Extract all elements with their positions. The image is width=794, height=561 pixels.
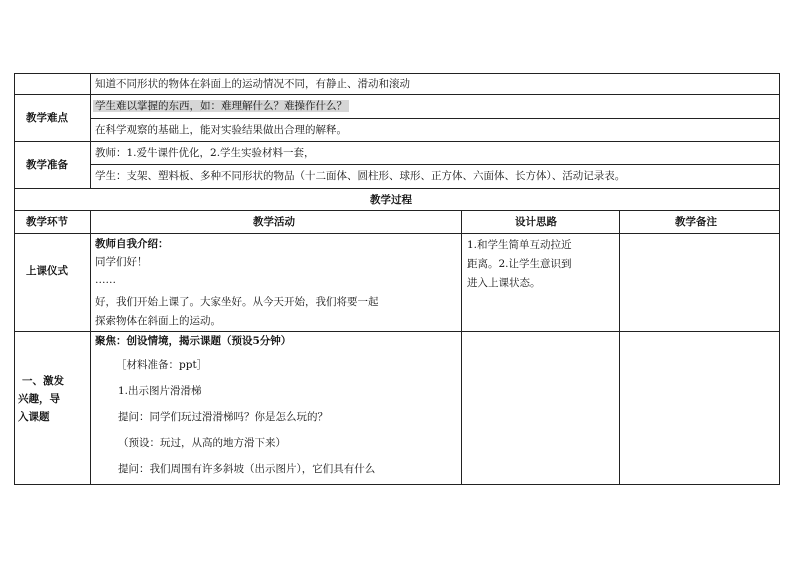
rule-headers-bottom xyxy=(14,233,780,234)
rule-label-col-bottom xyxy=(90,210,91,485)
ritual-design-line3: 进入上课状态。 xyxy=(467,277,541,289)
rule-design-col xyxy=(461,210,462,485)
rule-bottom xyxy=(14,484,780,485)
ritual-stage: 上课仪式 xyxy=(26,265,68,277)
rule-goal-bottom xyxy=(14,94,780,95)
intro-stage-line2: 兴趣，导 xyxy=(18,393,60,405)
intro-materials: ［材料准备：ppt］ xyxy=(116,359,208,371)
preparation-label: 教学准备 xyxy=(26,159,68,171)
rule-prep-bottom xyxy=(14,188,780,189)
rule-prep-mid xyxy=(90,164,780,165)
rule-process-title-bottom xyxy=(14,210,780,211)
rule-notes-col xyxy=(619,210,620,485)
difficulty-line2: 在科学观察的基础上，能对实验结果做出合理的解释。 xyxy=(95,124,347,136)
intro-question1: 提问：同学们玩过滑滑梯吗？你是怎么玩的？ xyxy=(118,411,328,423)
rule-ritual-bottom xyxy=(14,331,780,332)
ritual-greeting: 同学们好！ xyxy=(95,256,148,268)
intro-focus: 聚焦：创设情境，揭示课题（预设5分钟） xyxy=(95,335,292,347)
header-activity: 教学活动 xyxy=(253,216,295,228)
intro-question2: 提问：我们周围有许多斜坡（出示图片），它们具有什么 xyxy=(118,463,376,475)
preparation-student: 学生：支架、塑料板、多种不同形状的物品（十二面体、圆柱形、球形、正方体、六面体、长方体）、活动记录表。 xyxy=(95,170,626,182)
process-title: 教学过程 xyxy=(370,194,412,206)
ritual-design-line2: 距离。2.让学生意识到 xyxy=(467,258,572,270)
ritual-intro: 教师自我介绍： xyxy=(95,238,169,250)
intro-stage-line3: 入课题 xyxy=(18,411,50,423)
ritual-ellipsis: …… xyxy=(95,274,116,286)
preparation-teacher: 教师：1.爱牛课件优化，2.学生实验材料一套， xyxy=(95,147,315,159)
difficulty-highlight: 学生难以掌握的东西，如：难理解什么？难操作什么？ xyxy=(95,100,347,112)
intro-step1: 1.出示图片滑滑梯 xyxy=(118,385,202,397)
intro-preset: （预设：玩过，从高的地方滑下来） xyxy=(118,437,286,449)
rule-difficulty-mid xyxy=(90,118,780,119)
ritual-design-line1: 1.和学生简单互动拉近 xyxy=(467,239,572,251)
rule-label-col-top xyxy=(90,73,91,188)
rule-right xyxy=(779,73,780,485)
header-design: 设计思路 xyxy=(515,216,557,228)
header-stage: 教学环节 xyxy=(26,216,68,228)
rule-top xyxy=(14,73,780,74)
ritual-line1: 好，我们开始上课了。大家坐好。从今天开始，我们将要一起 xyxy=(95,296,379,308)
ritual-line2: 探索物体在斜面上的运动。 xyxy=(95,315,221,327)
rule-difficulty-bottom xyxy=(14,141,780,142)
difficulty-line1 xyxy=(93,99,349,113)
header-notes: 教学备注 xyxy=(675,216,717,228)
rule-left xyxy=(14,73,15,485)
goal-text: 知道不同形状的物体在斜面上的运动情况不同，有静止、滑动和滚动 xyxy=(95,78,410,90)
intro-stage-line1: 一、激发 xyxy=(22,375,64,387)
difficulty-label: 教学难点 xyxy=(26,112,68,124)
